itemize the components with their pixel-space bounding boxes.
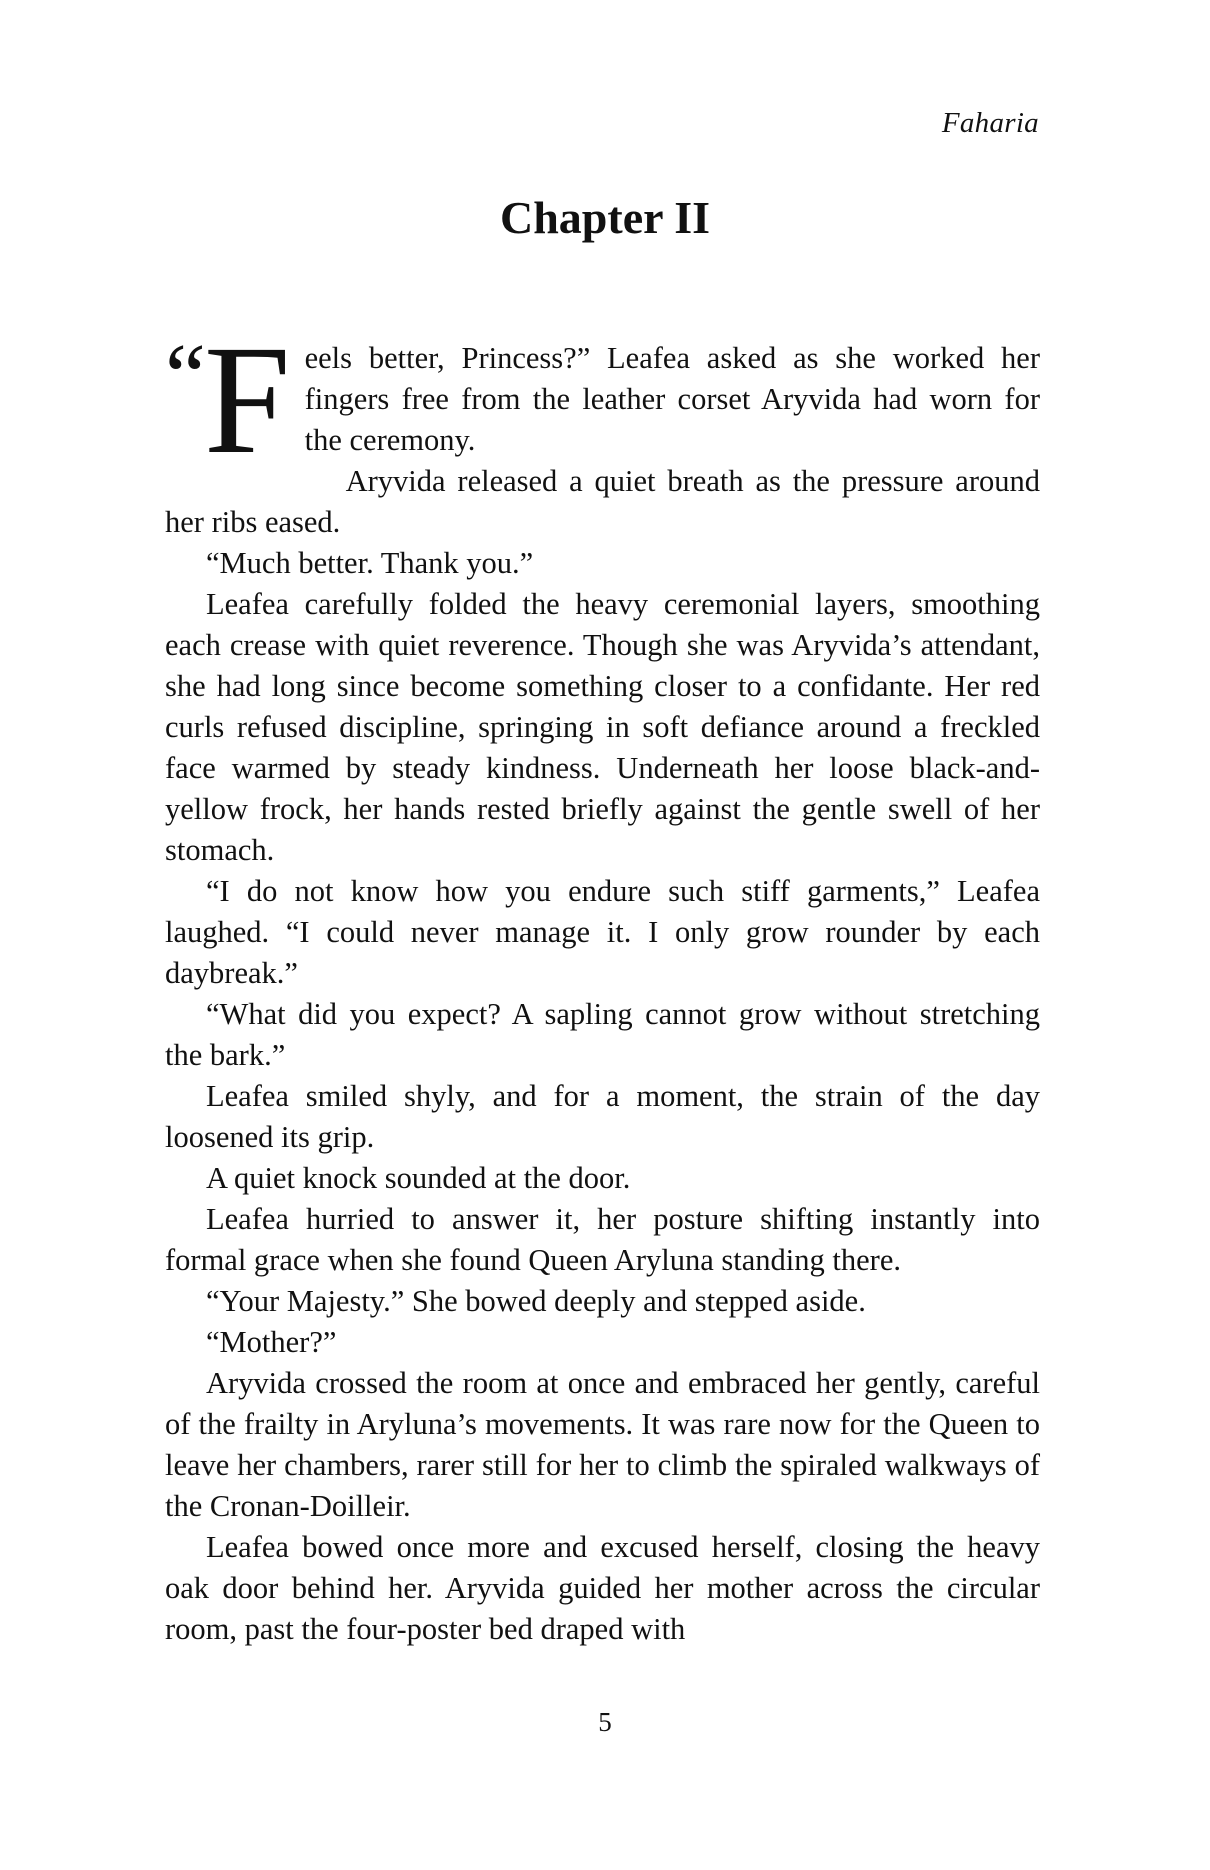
paragraph: Leafea smiled shyly, and for a moment, the strain of the day loosened its grip.: [165, 1079, 1040, 1154]
drop-cap: [165, 313, 291, 486]
opening-text: eels better, Princess?” Leafea asked as she worked her fingers free from the leather corset Aryvida had worn for the ceremony.: [304, 341, 1040, 457]
running-head: Faharia: [941, 107, 1039, 139]
paragraph: Aryvida released a quiet breath as the pressure around her ribs eased.: [165, 464, 1040, 539]
paragraph: Leafea hurried to answer it, her posture shifting instantly into formal grace when she found Queen Aryluna standing there.: [165, 1202, 1040, 1277]
paragraph: “Much better. Thank you.”: [206, 546, 534, 580]
paragraph: A quiet knock sounded at the door.: [206, 1161, 631, 1195]
paragraph: Leafea carefully folded the heavy ceremonial layers, smoothing each crease with quiet reverence. Though she was Aryvida’s attendant, she had long since become something closer to a confidante. Her red curls refused discipline, springing in soft defiance around a freckled face warmed by steady kindness. Underneath her loose black-and-yellow frock, her hands rested briefly against the gentle swell of her stomach.: [165, 587, 1040, 867]
paragraph: “I do not know how you endure such stiff garments,” Leafea laughed. “I could never manage it. I only grow rounder by each daybreak.”: [165, 874, 1040, 990]
opening-paragraph: [165, 313, 1040, 486]
drop-cap-quote-mark: “: [165, 325, 202, 427]
paragraph: “Your Majesty.” She bowed deeply and stepped aside.: [206, 1284, 866, 1318]
paragraph: “What did you expect? A sapling cannot grow without stretching the bark.”: [165, 997, 1040, 1072]
drop-cap-letter: F: [203, 313, 291, 486]
chapter-title: Chapter II: [499, 192, 710, 243]
page-number: 5: [598, 1707, 612, 1737]
paragraph: Leafea bowed once more and excused herself, closing the heavy oak door behind her. Aryvida guided her mother across the circular room, past the four-poster bed draped with: [165, 1530, 1040, 1646]
chapter-body: [165, 313, 1040, 1650]
paragraph: Aryvida crossed the room at once and embraced her gently, careful of the frailty in Aryluna’s movements. It was rare now for the Queen to leave her chambers, rarer still for her to climb the spiraled walkways of the Cronan-Doilleir.: [165, 1366, 1040, 1523]
paragraph: “Mother?”: [206, 1325, 337, 1359]
